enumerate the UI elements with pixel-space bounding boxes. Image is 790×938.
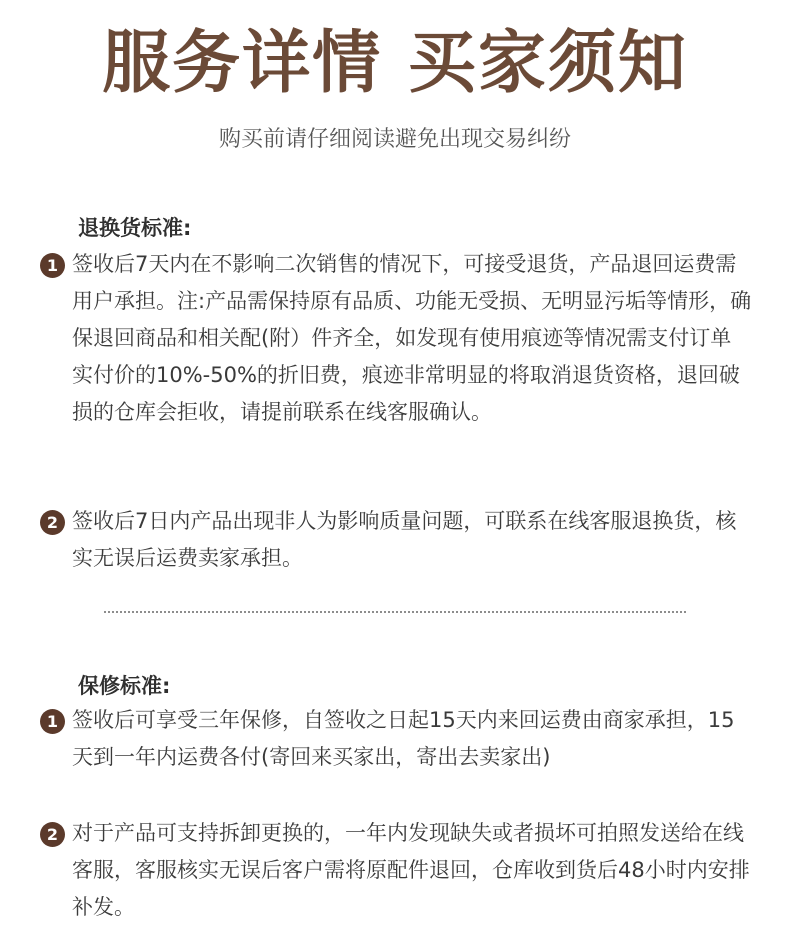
return-policy-item-2-text: 签收后7日内产品出现非人为影响质量问题，可联系在线客服退换货，核实无误后运费卖家承担。 (72, 509, 737, 570)
number-2-badge-icon: 2 (40, 510, 65, 535)
page-subtitle: 购买前请仔细阅读避免出现交易纠纷 (218, 127, 571, 152)
warranty-item-1-text: 签收后可享受三年保修，自签收之日起15天内来回运费由商家承担，15天到一年内运费各付(寄回来买家出，寄出去卖家出) (72, 708, 735, 769)
warranty-item-1 (40, 702, 752, 776)
warranty-item-2 (40, 815, 752, 926)
return-policy-item-2 (40, 503, 752, 577)
warranty-item-2-text: 对于产品可支持拆卸更换的，一年内发现缺失或者损坏可拍照发送给在线客服，客服核实无误后客户需将原配件退回，仓库收到货后48小时内安排补发。 (72, 821, 750, 919)
number-2-badge-icon: 2 (40, 822, 65, 847)
return-policy-item-1 (40, 246, 752, 431)
section-divider (104, 611, 686, 613)
number-1-badge-icon: 1 (40, 709, 65, 734)
warranty-heading: 保修标准: (78, 674, 171, 698)
return-policy-item-1-text: 签收后7天内在不影响二次销售的情况下，可接受退货，产品退回运费需用户承担。注:产品需保持原有品质、功能无受损、无明显污垢等情形，确保退回商品和相关配(附）件齐全，如发现有使用痕迹等情况需支付订单实付价的10%-50%的折旧费，痕迹非常明显的将取消退货资格，退回破损的仓库会拒收，请提前联系在线客服确认。 (72, 252, 752, 424)
return-policy-heading: 退换货标准: (78, 216, 192, 240)
number-1-badge-icon: 1 (40, 253, 65, 278)
page-title: 服务详情 买家须知 (102, 24, 688, 103)
